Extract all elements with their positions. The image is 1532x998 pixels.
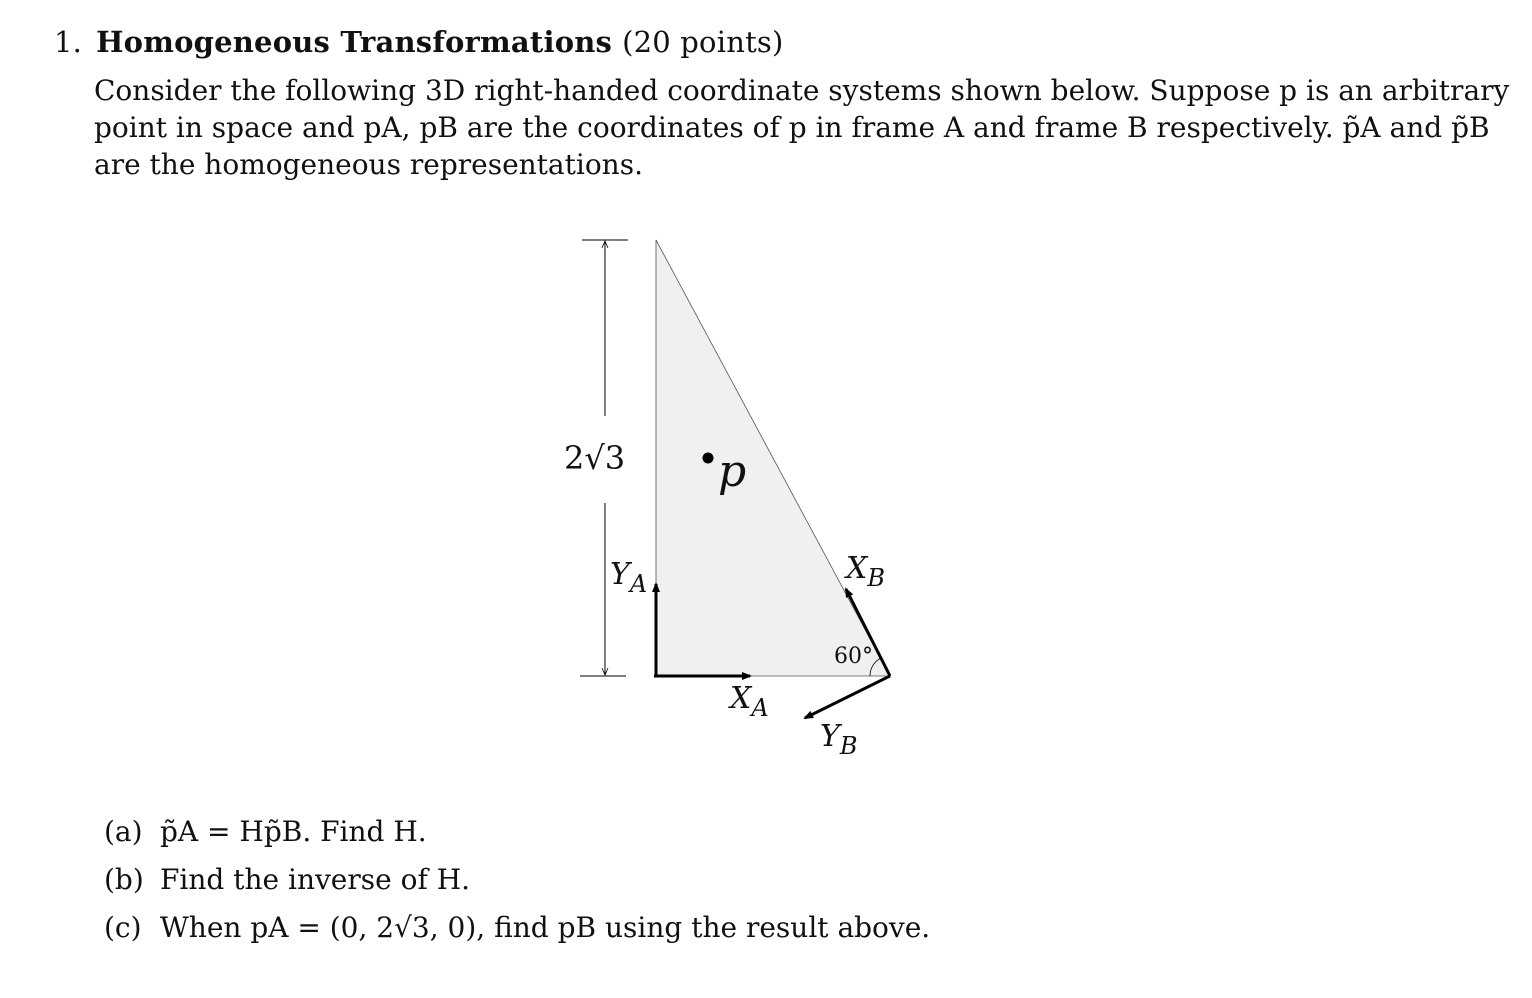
part-c xyxy=(104,904,930,952)
x-a-label-sub: A xyxy=(751,694,769,722)
y-a-label-sub: A xyxy=(629,570,648,598)
part-c-label: (c) xyxy=(104,911,142,944)
y-b-label-main: Y xyxy=(820,719,840,754)
frame-b-y-axis xyxy=(805,676,890,718)
x-b-label xyxy=(846,551,885,592)
part-c-text: When pA = (0, 2√3, 0), find pB using the result above. xyxy=(160,911,931,944)
part-b-text: Find the inverse of H. xyxy=(160,863,471,896)
x-b-label-main: X xyxy=(846,551,868,586)
part-a xyxy=(104,808,930,856)
height-label: 2√3 xyxy=(564,439,626,477)
problem-intro xyxy=(94,72,1510,183)
intro-line-1: Consider the following 3D right-handed coordinate systems shown below. Suppose p is an arbitrary xyxy=(94,74,1510,107)
y-a-label xyxy=(610,557,648,598)
part-b xyxy=(104,856,930,904)
y-b-label-sub: B xyxy=(839,732,858,760)
part-b-label: (b) xyxy=(104,863,144,896)
problem-title: Homogeneous Transformations xyxy=(96,25,613,59)
intro-line-2: point in space and pA, pB are the coordinates of p in frame A and frame B respectively. p̃A and p̃B xyxy=(94,111,1490,144)
problem-points: (20 points) xyxy=(622,25,784,59)
x-a-label xyxy=(730,681,769,722)
point-p-dot xyxy=(703,453,714,464)
problem-heading xyxy=(54,22,784,62)
part-a-text: p̃A = Hp̃B. Find H. xyxy=(160,815,427,848)
part-a-label: (a) xyxy=(104,815,143,848)
intro-line-3: are the homogeneous representations. xyxy=(94,148,643,181)
x-a-label-main: X xyxy=(730,681,752,716)
triangle-region xyxy=(656,240,890,676)
y-a-label-main: Y xyxy=(610,557,630,592)
problem-parts xyxy=(104,808,930,952)
problem-number: 1. xyxy=(54,25,83,59)
point-p-label: p xyxy=(718,446,747,497)
x-b-label-sub: B xyxy=(867,564,885,592)
angle-label: 60° xyxy=(834,644,873,669)
y-b-label xyxy=(820,719,858,760)
coordinate-frames-figure xyxy=(540,220,940,780)
